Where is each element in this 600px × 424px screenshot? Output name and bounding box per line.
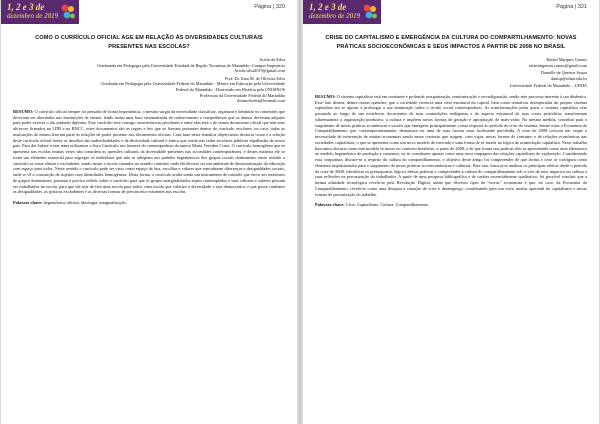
- event-date-line-2: dezembro de 2019: [309, 12, 361, 20]
- author-info: Universidade Federal do Maranhão – UFMA: [509, 83, 587, 89]
- page-left: [1, 0, 297, 424]
- abstract-text: O currículo oficial sempre foi pensado de forma hegemônica, o mesmo surgiu da necessidade classificar, organizar e delimitar os conteúdos que deveriam ser abordados nas instituições de ensino, tendo assim uma base sistematizada de conhecimento e competências que os alunos deveriam adquirir para poder exercer o tão sonhado diploma. Este currículo teve consigo características peculiares e entre elas está o de serum documento oficial que tem seus alicerces firmados na LDB e na BNCC, estes documentos são as regras e leis que se fizeram presentes dentro do currículo escolares, no caso, todas as instituições de ensino fizeram parte às relações de poder presente nos documentos oficiais. Com base nesta temática objetivamos destacar como é a relação deste currículo oficial frente os desafios das individualidades e da diversidade cultural e étnica que existe nas redes escolares públicas espalhadas do nosso país. Para dar ênfase a este tema utilizamos o livro Currículo nos lineares do contemporâneo da autora Maria Vorraber Costa. O currículo homogêneo que se apresenta nas escolas muitas vezes não considera as questões culturais da diversidade presentes nas sociedades contemporâneas, e destes maneira ele se torna um elemento essencial para segregar os indivíduos que não se adequam aos padrões hegemônicos dos grupos sociais dominantes, neste sentido o currículo se torna elitista e excludente, sendo assim a escola caminha no sentido contrário onde ela deveria ser um ambiente de democratização da educação com espaço para todos. Neste sentido o currículo pode ser visto como espaço de luta, escolhas e valores que reproduzem diferenças e desigualdades sociais, onde se vê a construção de sujeitos com identidades homogêneas. Desta forma, o currículo acaba sendo um instrumento de controle que serve aos interesses de grupos dominantes, portanto é preciso refletir sobre o currículo para que os grupos marginalizados sejam contemplados e suas culturas e saberes possam ser trabalhados na escola, para que ela seja de fato uma escola para todos, uma escola que valorize a diversidade e seja democrática, e que possa combater as desigualdades, as práticas excludentes e as diversas formas de preconceito existentes nas escolas.: [13, 108, 285, 195]
- page-number: Página | 320: [254, 4, 285, 10]
- article-title: CRISE DO CAPITALISMO E EMERGÊNCIA DA CULTURA DO COMPARTILHAMENTO: NOVAS PRÁTICAS SOCIOECONÔMICAS E SEUS IMPACTOS A PARTIR DE 2008 NO BRASIL: [325, 35, 577, 50]
- event-mark-icon: [362, 3, 378, 21]
- event-banner: [309, 0, 587, 30]
- author-info: Prof. Dr. Ilma M. de Oliveira Silva Graduada em Pedagogia pela Universidade Federal do Maranhão - Mestre em Educação pela Universidade Federal do Maranhão - Doutorado em História pela UNISINOS Professora da Universidade Federal do Maranhão ilmasoliveira@hotmail.com: [101, 75, 285, 104]
- keywords-text: hegemônica; elitista; ideologia, marginalização.: [43, 200, 127, 205]
- abstract-label: RESUMO:: [315, 93, 336, 99]
- author-info: Danielle de Queiroz Souza daniqs@ufma.edu.br: [540, 70, 587, 81]
- abstract: [315, 94, 587, 198]
- event-date-line-2: dezembro de 2019: [7, 12, 59, 20]
- abstract-text: O sistema capitalista está em constante e profunda reorganização, reestruturação e reconfiguração, sendo este processo inerente à sua dinâmica. Esse fato denota, dentre outras questões, que a sociedade vivencia uma crise estrutural do capital, bem como tentativas desesperadas do próprio sistema capitalista em se ajustar e prolongar a sua dominação sobre o tecido social contemporâneo. As transformações pelas quais o sistema capitalista vem passando ao longo de sua existência, decorrentes de suas contradições endógenas e do aspecto estrutural de suas crises periódicas, transformam sobremaneira a organização produtiva, a cultura e impõem novas formas de geração e apropriação de mais-valor. Na mesma medida, contribui para o surgimento de novas práticas econômicas e sociais que emergem, principalmente, como resposta ao período de crise do sistema, dentre estas a Economia do Compartilhamento que, contemporaneamente, demonstra ser uma de suas facetas mais facilmente percebida. A crise de 2008 colocou em xeque a necessidade de reinvenção de muitas economias sendo nesse contexto que surgem, com vigor, novas formas de consumo e de relações econômicas nas sociedades capitalistas, o que se apresenta como um novo modelo de mercado e uma forma de se inserir na lógica de acumulação capitalista. Neste trabalho buscamos discutir como este modelo se insere no contexto brasileiro, a partir de 2008, e de que forma tais práticas têm se apresentado como uma alternativa ao modelo hegemônico de produção e consumo, ou se constituem apenas como uma nova roupagem das relações capitalistas de exploração. Considerando essa conjuntura, discute-se a respeito da cultura do compartilhamento, e objetivo deste artigo foi compreender de que forma a crise se configura como elemento impulsionador para o surgimento de novas práticas socioeconômicas e culturais. Para isso, buscou-se analisar os principais efeitos desde o período da crise de 2008, identificar os pressupostos lógicos dessas práticas e compreender a cultura do compartilhamento sob o viés de seus impactos na cultura e suas reflexões na precarização do trabalhador. A partir de uma pesquisa bibliográfica e de caráter essencialmente qualitativo, foi possível concluir que a íntima afinidade tecnológica revela-se pela Revolução Digital, ainda que diversos tipos de “novas” economias é que, no caso, da Economia do Compartilhamento, revela-se como uma distopia à situação de crise e desemprego, contribuindo para um novo modus operandi do capitalismo e novas formas de precarização do trabalho.: [315, 93, 587, 197]
- event-date-line-1: 1, 2 e 3 de: [7, 2, 45, 12]
- event-mark-icon: [60, 3, 76, 21]
- author-block: [13, 57, 285, 104]
- keywords-label: Palavras-chave:: [315, 202, 345, 208]
- page-divider: [299, 0, 301, 424]
- article-title: COMO O CURRÍCULO OFICIAL AGE EM RELAÇÃO ÀS DIVERSIDADES CULTURAIS PRESENTES NAS ESCOLAS?: [35, 35, 263, 50]
- author-info: Rafael Marques Gomes rafaelmgomes.ramos@gmail.com: [528, 57, 587, 68]
- keywords: [13, 200, 285, 206]
- abstract-label: RESUMO:: [13, 108, 34, 114]
- event-logo: [303, 0, 381, 24]
- author-block: [315, 57, 587, 89]
- event-date-line-1: 1, 2 e 3 de: [309, 2, 347, 12]
- abstract: [13, 109, 285, 195]
- keywords-label: Palavras-chave:: [13, 200, 43, 205]
- keywords-text: Crise. Capitalismo. Cultura. Compartilhamento.: [345, 202, 430, 208]
- event-banner: [7, 0, 285, 30]
- page-right: [303, 0, 599, 424]
- author-info: Arislu da Silva Graduanda em Pedagogia pela Universidade Estadual da Região Tocantina do Maranhão- Campus Imperatriz Arislu.silva2019@gmail.com: [97, 57, 285, 74]
- keywords: [315, 202, 587, 208]
- page-number: Página | 321: [556, 4, 587, 10]
- event-logo: [1, 0, 79, 24]
